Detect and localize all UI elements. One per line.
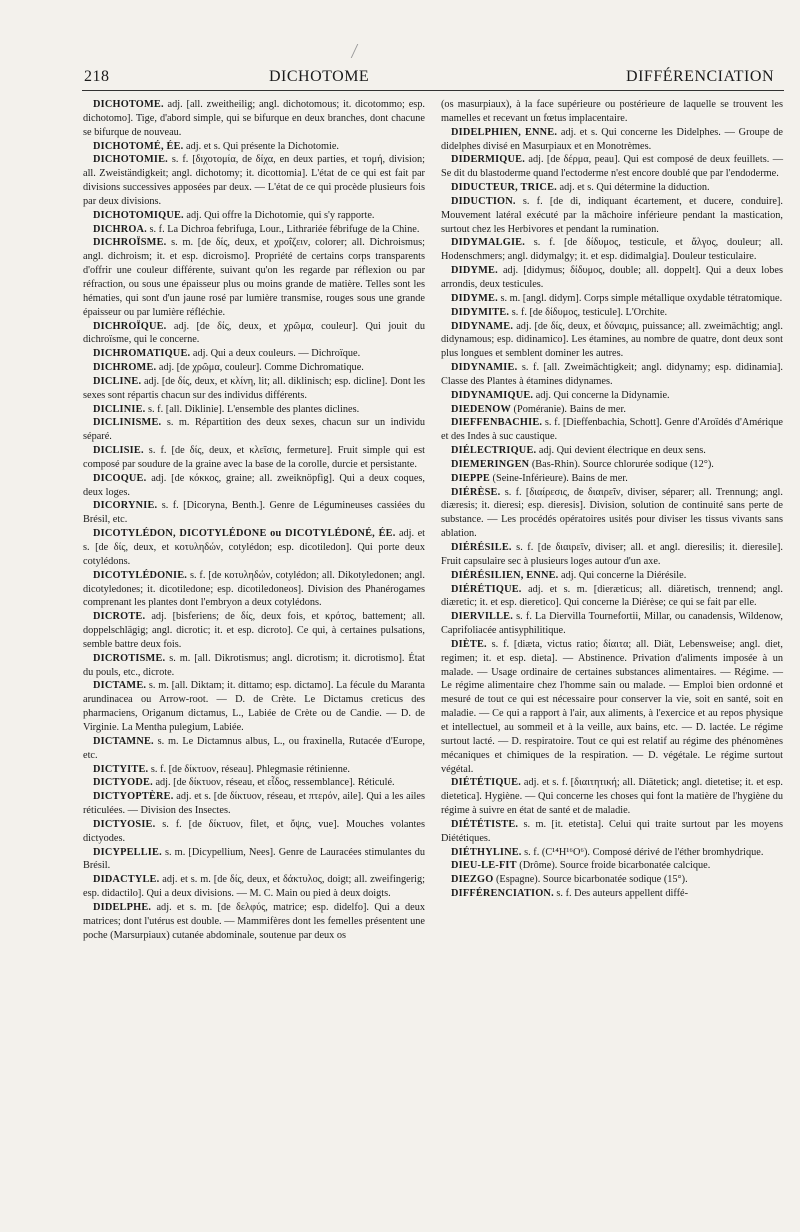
entry-headword: DIDERMIQUE. [451, 154, 525, 166]
dictionary-entry [441, 236, 783, 264]
entry-definition: s. f. [all. Diklinie]. L'ensemble des plantes diclines. [145, 403, 360, 415]
entry-headword: DIDYMITE. [451, 306, 510, 318]
entry-headword: DICHOTOMIE. [93, 154, 168, 166]
left-guide-word: DICHOTOME [269, 68, 370, 85]
entry-headword: DIDUCTEUR, TRICE. [451, 182, 557, 194]
dictionary-entry [441, 776, 783, 818]
entry-definition: adj. [all. zweitheilig; angl. dichotomous; it. dicotommo; esp. dichotomo]. Tige, d'abord simple, qui se bifurque en deux branches, dont chacune se bifurque de nouveau. [83, 99, 425, 138]
entry-headword: DIÉTHYLINE. [451, 846, 522, 858]
dictionary-entry [83, 652, 425, 680]
entry-definition: s. f. [διχοτομία, de δίχα, en deux parties, et τομή, division; all. Zweiständigkeit; angl. dichotomy; it. dicottomia]. L'état de ce qui est fait par divisions successives apposées par deux. — L'état de ce qui procède plusieurs fois par deux divisions. [83, 154, 425, 207]
entry-definition: adj. [bisferiens; de δίς, deux fois, et κρότος, battement; all. doppelschlägig; angl. dicrotic; it. et esp. dicroto]. Ce qui, à certaines pulsations, semble battre deux fois. [83, 611, 425, 650]
dictionary-entry [441, 859, 783, 873]
dictionary-entry [441, 181, 783, 195]
dictionary-entry [83, 347, 425, 361]
entry-definition: adj. [didymus; δίδυμος, double; all. doppelt]. Qui a deux lobes arrondis, deux testicules. [441, 265, 783, 290]
entry-definition: s. f. [de δίς, deux, et κλεῖσις, fermeture]. Fruit simple qui est composé par soudure de la graine avec la base de la corolle, durcie et persistante. [83, 445, 425, 470]
dictionary-entry [83, 790, 425, 818]
entry-headword: DICTYITE. [93, 763, 149, 775]
dictionary-entry [441, 264, 783, 292]
entry-headword: DIDACTYLE. [93, 874, 160, 886]
entry-definition: adj. Qui concerne la Didynamie. [533, 389, 670, 401]
dictionary-entry [83, 873, 425, 901]
entry-headword: DIDYMALGIE. [451, 237, 525, 249]
entry-definition: s. f. [de di, indiquant écartement, et ducere, conduire]. Mouvement latéral exécuté par la mâchoire inférieure pendant la mastication, surtout chez les Herbivores et pendant la rumination. [441, 195, 783, 235]
entry-definition: s. f. [διαίρεσις, de διαιρεῖν, diviser, séparer; all. Trennung; angl. diæresis; it. dieresi; esp. dieresis]. Division, solution de continuité sans perte de substance. — Les procédés opératoires usités pour diviser les tissus vivants sans ablation. [441, 486, 783, 540]
entry-headword: DICHROMATIQUE. [93, 348, 191, 360]
entry-headword: DIÉRÉSILIEN, ENNE. [451, 569, 559, 581]
dictionary-entry [441, 610, 783, 638]
dictionary-entry [83, 375, 425, 403]
entry-headword: DIÉTÉTISTE. [451, 818, 519, 830]
dictionary-entry [83, 361, 425, 375]
dictionary-entry [441, 98, 783, 126]
dictionary-entry [83, 320, 425, 348]
entry-headword: DIDELPHIEN, ENNE. [451, 126, 558, 138]
entry-headword: DICHROÏSME. [93, 237, 167, 249]
entry-headword: DIDYNAMIQUE. [451, 389, 534, 401]
entry-definition: s. f. La Dichroa febrifuga, Lour., Lithrariée fébrifuge de la Chine. [146, 223, 420, 235]
entry-definition: (Bas-Rhin). Source chlorurée sodique (12°). [529, 458, 714, 470]
dictionary-entry [83, 818, 425, 846]
entry-headword: DICOQUE. [93, 472, 147, 484]
entry-headword: DICORYNIE. [93, 500, 158, 512]
entry-headword: DICTAMNE. [93, 735, 154, 747]
entry-definition: adj. et s. m. [de δίς, deux, et δάκτυλος, doigt; all. zweifingerig; esp. didactilo]. Qui a deux divisions. — M. C. Main ou pied à deux doigts. [83, 874, 425, 900]
entry-headword: DIEZGO [451, 874, 494, 886]
dictionary-entry [441, 887, 783, 901]
dictionary-entry [441, 361, 783, 389]
entry-definition: s. m. [Dicypellium, Nees]. Genre de Lauracées stimulantes du Brésil. [83, 846, 425, 872]
dictionary-entry [441, 472, 783, 486]
entry-headword: DIÉTÉTIQUE. [451, 777, 522, 789]
entry-definition: (Drôme). Source froide bicarbonatée calcique. [516, 860, 711, 872]
entry-headword: DIFFÉRENCIATION. [451, 888, 554, 900]
entry-definition: adj. et s. f. [διαιτητική; all. Diätetick; angl. dietetise; it. et esp. dietetica]. Hygiène. — Qui concerne les choses qui font la matière de l'hygiène du régime à suivre en état de santé et de maladie. [441, 777, 783, 817]
entry-headword: DICROTISME. [93, 652, 166, 664]
entry-definition: adj. et s. [de δίκτυον, réseau, et πτερόν, aile]. Qui a les ailes réticulées. — Division des Insectes. [83, 791, 425, 817]
dictionary-entry [83, 569, 425, 611]
entry-headword: DICLINE. [93, 375, 142, 387]
dictionary-entry [441, 403, 783, 417]
entry-headword: DIERVILLE. [451, 611, 514, 623]
entry-definition: s. f. [Dieffenbachia, Schott]. Genre d'Aroïdés d'Amérique et des Indes à suc caustique. [441, 417, 783, 443]
entry-definition: s. f. (C¹⁴H¹⁶O⁶). Composé dérivé de l'éther bromhydrique. [521, 846, 764, 858]
dictionary-entry [441, 153, 783, 181]
dictionary-entry [83, 403, 425, 417]
entry-headword: DIEFFENBACHIE. [451, 417, 543, 429]
dictionary-entry [83, 776, 425, 790]
entry-definition: s. m. [all. Dikrotismus; angl. dicrotism; it. dicrotismo]. État du pouls, etc., dicrote. [83, 652, 425, 678]
entry-definition: (Seine-Inférieure). Bains de mer. [489, 472, 628, 484]
left-column [83, 98, 425, 942]
right-column [441, 98, 783, 901]
dictionary-entry [83, 209, 425, 223]
entry-definition: s. f. [de διαιρεῖν, diviser; all. et angl. dieresilis; it. dieresile]. Fruit capsulaire sec à plusieurs loges autour d'un axe. [441, 542, 783, 567]
entry-headword: DICHOTOME. [93, 99, 164, 110]
entry-definition: adj. Qui concerne la Diérésile. [558, 569, 687, 581]
dictionary-entry [441, 195, 783, 237]
entry-headword: DICLINIE. [93, 403, 146, 415]
entry-headword: DICOTYLÉDONIE. [93, 569, 188, 581]
dictionary-entry [441, 444, 783, 458]
entry-definition: s. f. [de δίκτυον, réseau]. Phlegmasie rétinienne. [148, 763, 351, 775]
entry-headword: DIÉRÉSILE. [451, 542, 512, 553]
dictionary-entry [441, 320, 783, 362]
dictionary-entry [441, 306, 783, 320]
entry-headword: DICHROME. [93, 362, 157, 374]
entry-definition: s. m. [it. etetista]. Celui qui traite surtout par les moyens Diététiques. [441, 818, 783, 844]
entry-headword: DIDYNAMIE. [451, 362, 518, 374]
entry-definition: adj. et s. [de δίς, deux, et κοτυληδών, cotylédon; esp. dicotiledon]. Qui porte deux cotylédons. [83, 528, 426, 567]
entry-headword: DIEU-LE-FIT [451, 860, 517, 872]
entry-headword: DICHOTOMÉ, ÉE. [93, 140, 184, 152]
entry-definition: s. m. [de δίς, deux, et χροΐζειν, colorer; all. Dichroismus; angl. dichroism; it. et esp. dicroismo]. Propriété de certains corps transparents d'offrir une couleur différente, suivant qu'on les regarde par réflexion ou par réfraction, ou sous une épaisseur plus ou moins grande de matière. Telles sont les hématies, qui sont d'un jaune rosé par lumière transmise, rouges sous une grande épaisseur ou par lumière réfléchie. [83, 237, 425, 318]
entry-headword: DIEPPE [451, 472, 490, 484]
entry-definition: adj. Qui offre la Dichotomie, qui s'y rapporte. [183, 209, 375, 221]
header-rule [82, 90, 784, 91]
entry-definition: adj. [de κόκκος, graine; all. zweiknöpfig]. Qui a deux coques, deux loges. [83, 472, 425, 498]
entry-definition: adj. et s. m. [dieræticus; all. diäretisch, trennend; angl. diæretic; it. et esp. dieretico]. Qui concerne la Diérèse; ce qui se fait par elle. [441, 583, 783, 609]
entry-headword: DIEDENOW [451, 403, 511, 415]
dictionary-entry [83, 444, 425, 472]
entry-headword: DIDYNAME. [451, 320, 514, 332]
entry-headword: DICHOTOMIQUE. [93, 209, 184, 221]
entry-definition: (Espagne). Source bicarbonatée sodique (15°). [493, 874, 688, 886]
entry-definition: s. m. Répartition des deux sexes, chacun sur un individu séparé. [83, 417, 425, 443]
entry-headword: DIDUCTION. [451, 195, 516, 207]
dictionary-entry [83, 735, 425, 763]
entry-definition: adj. et s. Qui présente la Dichotomie. [183, 140, 339, 152]
entry-headword: DIÉRÉTIQUE. [451, 583, 522, 595]
dictionary-entry [441, 583, 783, 611]
dictionary-entry [83, 98, 425, 140]
entry-headword: DICLINISME. [93, 417, 162, 429]
dictionary-entry [83, 527, 425, 569]
entry-definition: adj. Qui a deux couleurs. — Dichroïque. [190, 348, 361, 360]
entry-definition: s. m. [angl. didym]. Corps simple métallique oxydable tétratomique. [497, 292, 783, 304]
dictionary-entry [441, 486, 783, 541]
entry-headword: DICOTYLÉDON, DICOTYLÉDONE ou DICOTYLÉDONÉ, ÉE. [93, 528, 396, 540]
entry-headword: DIÉLECTRIQUE. [451, 445, 537, 457]
dictionary-entry [441, 458, 783, 472]
dictionary-entry [441, 541, 783, 569]
entry-definition: s. f. [diæta, victus ratio; δίαιτα; all. Diät, Lebensweise; angl. diet, regimen; it. et esp. dieta]. — Abstinence. Privation d'aliments imposée à un malade. — Usage ordinaire de certaines substances alimentaires. — Régime. — Le régime alimentaire chez l'homme sain ou malade. — Emploi bien ordonné et mesuré de tout ce qui est nécessaire pour conserver la vie, soit en santé, soit en maladie. — Ce qui a rapport à l'air, aux aliments, à l'exercice et au repos physique et intellectuel, au sommeil et à la veille, aux bains, etc. — D. lactée. Le régime surtout lacté. — D. respiratoire. Tout ce qui est relatif au régime des phénomènes mécaniques et chimiques de la respiration. — D. végétale. Le régime surtout végétal. [441, 638, 783, 775]
dictionary-entry [83, 140, 425, 154]
entry-definition: adj. [de δίς, deux, et δύναμις, puissance; all. zweimächtig; angl. didynamous; esp. didinamico]. Les étamines, au nombre de quatre, dont deux sont plus longues et semblent dominer les autres. [441, 320, 783, 360]
running-header [84, 68, 782, 90]
dictionary-entry [83, 846, 425, 874]
entry-definition: s. f. [de δίκτυον, filet, et ὄψις, vue]. Mouches volantes dictyodes. [83, 818, 425, 844]
entry-definition: adj. [de χρῶμα, couleur]. Comme Dichromatique. [156, 362, 364, 374]
entry-definition: s. f. [de δίδυμος, testicule]. L'Orchite. [509, 306, 668, 318]
dictionary-entry [83, 763, 425, 777]
dictionary-entry [441, 126, 783, 154]
entry-definition: adj. [de δίκτυον, réseau, et εἶδος, ressemblance]. Réticulé. [152, 777, 395, 789]
entry-definition: adj. [de δέρμα, peau]. Qui est composé de deux feuillets. — Se dit du blastoderme quand l'ectoderme n'est encore doublé que par l'endoderme. [441, 154, 783, 180]
dictionary-entry [83, 153, 425, 208]
entry-definition: (os masurpiaux), à la face supérieure ou postérieure de laquelle se trouvent les mamelles et recevant un fœtus implacentaire. [441, 99, 783, 124]
entry-headword: DICTAME. [93, 680, 147, 692]
dictionary-entry [441, 416, 783, 444]
entry-definition: s. f. [all. Zweimächtigkeit; angl. didynamy; esp. didinamia]. Classe des Plantes à étamines didynames. [441, 362, 783, 387]
ink-mark [343, 44, 359, 58]
entry-headword: DIEMERINGEN [451, 458, 530, 470]
dictionary-entry [441, 846, 783, 860]
right-guide-word: DIFFÉRENCIATION [626, 68, 774, 85]
dictionary-entry [441, 638, 783, 776]
entry-headword: DICTYODE. [93, 777, 153, 789]
dictionary-entry [83, 679, 425, 734]
entry-headword: DIDYME. [451, 292, 498, 304]
entry-definition: s. f. Des auteurs appellent diffé- [553, 888, 689, 900]
dictionary-entry [83, 610, 425, 652]
entry-headword: DIÉRÈSE. [451, 486, 501, 498]
dictionary-entry [83, 901, 425, 943]
entry-definition: adj. et s. m. [de δελφύς, matrice; esp. didelfo]. Qui a deux matrices; dont l'utérus est double. — Mammifères dont les femelles présentent une poche (Marsurpiaux) cutanée abdominale, soutenue par deux os [83, 901, 425, 941]
entry-headword: DICHROÏQUE. [93, 320, 167, 332]
dictionary-entry [83, 499, 425, 527]
entry-definition: (Poméranie). Bains de mer. [510, 403, 626, 415]
dictionary-entry [83, 472, 425, 500]
entry-headword: DICTYOSIE. [93, 818, 156, 830]
entry-headword: DIÈTE. [451, 638, 487, 650]
entry-definition: adj. et s. Qui concerne les Didelphes. — Groupe de didelphes divisé en Masurpiaux et en Monotrèmes. [441, 126, 783, 152]
entry-definition: adj. et s. Qui détermine la diduction. [556, 182, 710, 194]
entry-definition: s. f. [Dicoryna, Benth.]. Genre de Légumineuses cassiées du Brésil, etc. [83, 500, 425, 526]
entry-definition: adj. Qui devient électrique en deux sens. [536, 445, 706, 457]
entry-definition: adj. [de δίς, deux, et κλίνη, lit; all. diklinisch; esp. dicline]. Dont les sexes sont répartis chacun sur des individus différents. [83, 375, 425, 401]
dictionary-entry [441, 569, 783, 583]
dictionary-entry [441, 389, 783, 403]
entry-headword: DIDYME. [451, 265, 498, 277]
entry-headword: DICTYOPTÈRE. [93, 791, 174, 803]
entry-definition: s. f. [de κοτυληδών, cotylédon; all. Dikotyledonen; angl. dicotyledones; it. dicotiledone; esp. dicotiledoneos]. Division des Phanérogames comprenant les plantes dont l'embryon a deux cotylédons. [83, 569, 425, 609]
dictionary-entry [441, 292, 783, 306]
dictionary-entry [441, 873, 783, 887]
entry-headword: DICHROA. [93, 223, 147, 235]
dictionary-entry [83, 236, 425, 319]
entry-headword: DICYPELLIE. [93, 846, 162, 858]
page-number: 218 [84, 68, 110, 85]
dictionary-entry [83, 223, 425, 237]
entry-definition: s. f. [de δίδυμος, testicule, et ἄλγος, douleur; all. Hodenschmers; angl. didymalgy; it. et esp. didimalgia]. Douleur testiculaire. [441, 237, 783, 263]
entry-headword: DICROTE. [93, 611, 146, 623]
entry-definition: s. f. La Diervilla Tournefortii, Millar, ou canadensis, Wildenow, Caprifoliacée antisyphilitique. [441, 611, 783, 637]
entry-definition: adj. [de δίς, deux, et χρῶμα, couleur]. Qui jouit du dichroïsme, qui le concerne. [83, 320, 425, 346]
dictionary-entry [441, 818, 783, 846]
entry-headword: DIDELPHE. [93, 901, 152, 913]
entry-definition: s. m. [all. Diktam; it. dittamo; esp. dictamo]. La fécule du Maranta arundinacea ou Arrow-root. — D. de Crète. Le Dictamus creticus des pharmaciens, Origanum dictamus, L., Labiée de Crète ou de Candie. — D. de Virginie. La Mentha pulegium, Labiée. [83, 680, 425, 733]
dictionary-entry [83, 416, 425, 444]
entry-headword: DICLISIE. [93, 445, 144, 457]
entry-definition: s. m. Le Dictamnus albus, L., ou fraxinella, Rutacée d'Europe, etc. [83, 735, 425, 761]
